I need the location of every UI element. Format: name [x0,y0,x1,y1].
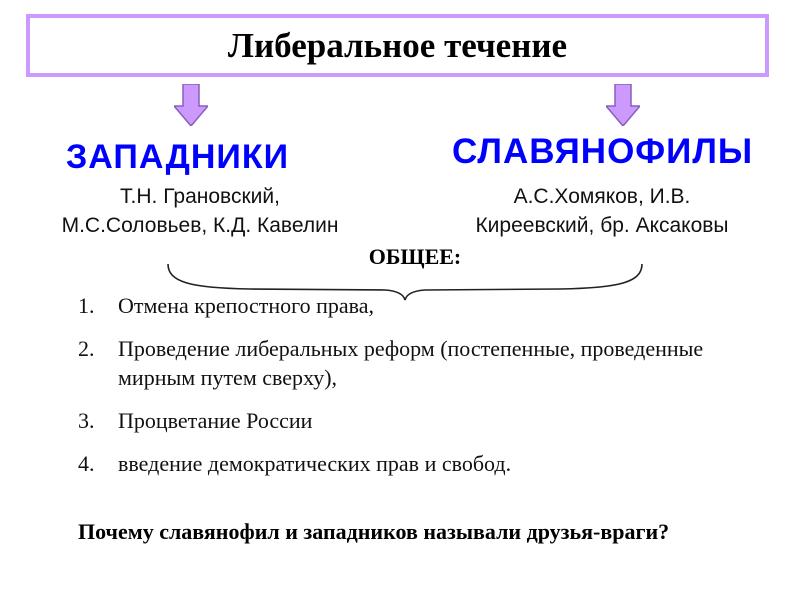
list-text: введение демократических прав и свобод. [118,451,512,476]
question-text: Почему славянофил и западников называли друзья-враги? [78,519,670,544]
westernizers-names [20,182,380,240]
down-arrow-icon [606,84,640,126]
list-item [78,334,768,392]
slavophiles-names [422,182,782,240]
westernizers-heading: ЗАПАДНИКИ [66,138,290,176]
list-number: 1. [78,293,95,318]
list-number: 3. [78,408,95,433]
slavophiles-heading: СЛАВЯНОФИЛЫ [452,132,754,171]
list-item [78,449,768,478]
list-item [78,291,768,320]
names-line: Киреевский, бр. Аксаковы [475,214,729,237]
list-text: Процветание России [118,408,313,433]
names-line: А.С.Хомяков, И.В. [513,185,691,208]
list-number: 4. [78,451,95,476]
list-number: 2. [78,336,95,361]
page-title: Либеральное течение [227,25,568,65]
names-line: М.С.Соловьев, К.Д. Кавелин [61,214,339,237]
names-line: Т.Н. Грановский, [120,185,280,208]
title-box [26,14,769,77]
down-arrow-icon [174,84,208,126]
list-text: Проведение либеральных реформ (постепенные, проведенные мирным путем сверху), [118,336,704,390]
common-label: ОБЩЕЕ: [368,244,462,269]
common-points-list [78,291,768,492]
list-text: Отмена крепостного права, [118,293,375,318]
list-item [78,406,768,435]
